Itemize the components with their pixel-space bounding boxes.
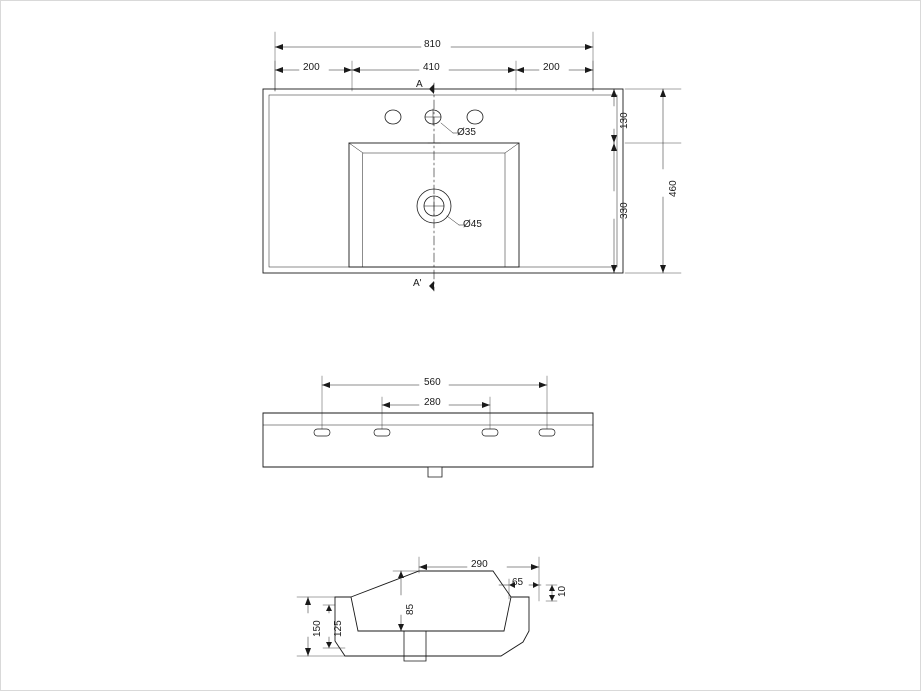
dim-bowl-depth-section-label: 85 [405,603,416,615]
dim-back-depth-label: 130 [619,112,630,129]
side-section-view-group [297,557,557,661]
section-mark-a-prime-label: A' [413,278,422,289]
dim-center-segment-label: 410 [423,62,440,73]
dim-rim-thickness-label: 10 [557,585,568,597]
tap-hole-diameter-label: Ø35 [457,127,476,138]
dim-overall-depth-label: 460 [668,180,679,197]
front-view-group [263,376,593,477]
dim-bowl-depth-label: 330 [619,202,630,219]
waste-hole-diameter-label: Ø45 [463,219,482,230]
top-view-group [263,32,681,291]
dim-overall-width-label: 810 [424,39,441,50]
technical-drawing-canvas [1,1,921,691]
dim-overall-height-label: 150 [312,620,323,637]
dim-left-segment-label: 200 [303,62,320,73]
dim-right-segment-label: 200 [543,62,560,73]
section-mark-a-label: A [416,79,423,90]
dim-bowl-width-label: 290 [471,559,488,570]
dim-inner-fixing-centres-label: 280 [424,397,441,408]
dim-outer-fixing-centres-label: 560 [424,377,441,388]
dim-basin-height-label: 125 [333,620,344,637]
dim-rim-width-label: 65 [512,577,524,588]
